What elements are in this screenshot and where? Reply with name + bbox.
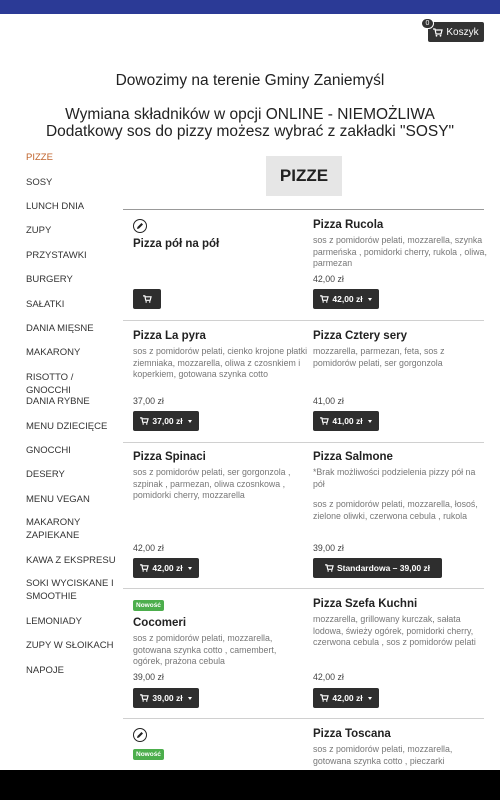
cart-icon bbox=[140, 417, 149, 425]
chevron-down-icon bbox=[368, 298, 372, 301]
cart-icon bbox=[325, 564, 334, 572]
product-description: mozzarella, grillowany kurczak, sałata lodowa, świeży ogórek, pomidorki cherry, czerwona cebula , sos z pomidorów pelati bbox=[313, 614, 476, 647]
divider bbox=[123, 320, 484, 321]
product-description: sos z pomidorów pelati, mozzarella, łosoś, zielone oliwki, czerwona cebula , rukola bbox=[313, 499, 478, 521]
divider bbox=[123, 442, 484, 443]
product-price: 42,00 zł bbox=[133, 543, 164, 553]
chevron-down-icon bbox=[188, 420, 192, 423]
product-name: Pizza Szefa Kuchni bbox=[313, 598, 418, 610]
product-card bbox=[133, 238, 308, 250]
sidebar-item-makarony-zapiekane[interactable]: MAKARONY ZAPIEKANE bbox=[26, 517, 81, 541]
product-card bbox=[313, 219, 488, 270]
ingredients-notice: Wymiana składników w opcji ONLINE - NIEMOŻLIWA bbox=[65, 106, 435, 123]
chevron-down-icon bbox=[188, 567, 192, 570]
sidebar-item-lemoniady[interactable]: LEMONIADY bbox=[26, 616, 82, 627]
product-card bbox=[133, 330, 308, 381]
sidebar-item-sosy[interactable]: SOSY bbox=[26, 177, 53, 188]
sidebar-item-makarony[interactable]: MAKARONY bbox=[26, 347, 81, 358]
add-to-cart-button[interactable] bbox=[313, 558, 442, 578]
product-price: 41,00 zł bbox=[313, 396, 344, 406]
sidebar-item-menu-vegan[interactable]: MENU VEGAN bbox=[26, 494, 90, 505]
product-price: 42,00 zł bbox=[313, 672, 344, 682]
cart-icon bbox=[320, 295, 329, 303]
product-name: Pizza Cztery sery bbox=[313, 330, 407, 342]
cart-icon bbox=[320, 417, 329, 425]
divider bbox=[123, 718, 484, 719]
product-description: mozzarella, parmezan, feta, sos z pomidorów pelati, ser gorgonzola bbox=[313, 346, 445, 368]
add-to-cart-button[interactable] bbox=[133, 411, 199, 431]
sidebar-item-zupy[interactable]: ZUPY bbox=[26, 225, 52, 236]
product-name: Pizza Spinaci bbox=[133, 451, 206, 463]
pencil-icon bbox=[133, 728, 147, 742]
product-name: Pizza La pyra bbox=[133, 330, 206, 342]
add-to-cart-button[interactable] bbox=[133, 289, 161, 309]
add-to-cart-label: 37,00 zł bbox=[152, 416, 183, 426]
add-to-cart-button[interactable] bbox=[313, 688, 379, 708]
product-card bbox=[313, 728, 488, 767]
cart-icon bbox=[143, 295, 152, 303]
sidebar-item-zupy-w-sloikach[interactable]: ZUPY W SŁOIKACH bbox=[26, 640, 114, 651]
product-description: sos z pomidorów pelati, mozzarella, szynka parmeńska , pomidorki cherry, rukola , oliwa, parmezan bbox=[313, 235, 487, 268]
product-name: Pizza pół na pół bbox=[133, 238, 220, 250]
product-card bbox=[313, 330, 488, 369]
section-title: PIZZE bbox=[266, 156, 342, 196]
divider bbox=[123, 588, 484, 589]
product-name: Pizza Rucola bbox=[313, 219, 384, 231]
divider bbox=[123, 209, 484, 210]
sidebar-item-dania-rybne[interactable]: DANIA RYBNE bbox=[26, 396, 90, 407]
add-to-cart-button[interactable] bbox=[133, 558, 199, 578]
sidebar-item-gnocchi[interactable]: GNOCCHI bbox=[26, 445, 71, 456]
sauce-notice: Dodatkowy sos do pizzy możesz wybrać z zakładki "SOSY" bbox=[45, 123, 455, 140]
product-price: 42,00 zł bbox=[313, 274, 344, 284]
cart-label: Koszyk bbox=[446, 26, 479, 38]
sidebar-item-desery[interactable]: DESERY bbox=[26, 469, 65, 480]
bottom-bar bbox=[0, 770, 500, 800]
product-description: sos z pomidorów pelati, mozzarella, gotowana szynka cotto , pieczarki bbox=[313, 744, 453, 766]
sidebar-item-kawa-z-ekspresu[interactable]: KAWA Z EKSPRESU bbox=[26, 555, 116, 566]
product-price: 39,00 zł bbox=[133, 672, 164, 682]
product-name: Pizza Toscana bbox=[313, 728, 391, 740]
sidebar-item-burgery[interactable]: BURGERY bbox=[26, 274, 73, 285]
pencil-icon bbox=[133, 219, 147, 233]
sidebar-item-risotto-gnocchi[interactable]: RISOTTO / GNOCCHI bbox=[26, 372, 74, 396]
product-price: 39,00 zł bbox=[313, 543, 344, 553]
product-description: sos z pomidorów pelati, ser gorgonzola , szpinak , parmezan, oliwa czosnkowa , pomidorki cherry, mozzarella bbox=[133, 467, 291, 500]
product-description: sos z pomidorów pelati, cienko krojone płatki ziemniaka, mozzarella, oliwa z czosnkiem i koperkiem, gotowana szynka cotto bbox=[133, 346, 308, 379]
cart-count-badge: 0 bbox=[421, 18, 434, 29]
sidebar-item-menu-dzieciece[interactable]: MENU DZIECIĘCE bbox=[26, 421, 108, 432]
sidebar-item-przystawki[interactable]: PRZYSTAWKI bbox=[26, 250, 87, 261]
product-name: Cocomeri bbox=[133, 617, 187, 629]
top-bar bbox=[0, 0, 500, 14]
cart-icon bbox=[320, 694, 329, 702]
new-badge: Nowość bbox=[133, 600, 164, 611]
chevron-down-icon bbox=[188, 697, 192, 700]
product-name: Pizza Salmone bbox=[313, 451, 393, 463]
cart-icon bbox=[140, 564, 149, 572]
new-badge: Nowość bbox=[133, 749, 164, 760]
cart-icon bbox=[140, 694, 149, 702]
sidebar-item-pizze[interactable]: PIZZE bbox=[26, 152, 53, 163]
sidebar-item-lunch-dnia[interactable]: LUNCH DNIA bbox=[26, 201, 85, 212]
chevron-down-icon bbox=[368, 420, 372, 423]
add-to-cart-label: 42,00 zł bbox=[332, 693, 363, 703]
cart-button[interactable] bbox=[428, 22, 484, 42]
chevron-down-icon bbox=[368, 697, 372, 700]
add-to-cart-button[interactable] bbox=[133, 688, 199, 708]
product-card bbox=[133, 451, 308, 502]
add-to-cart-label: 42,00 zł bbox=[332, 294, 363, 304]
product-note: *Brak możliwości podzielenia pizzy pół na pół bbox=[313, 467, 476, 489]
product-card bbox=[133, 617, 308, 668]
sidebar-item-soki-smoothie[interactable]: SOKI WYCISKANE I SMOOTHIE bbox=[26, 578, 114, 602]
delivery-notice: Dowozimy na terenie Gminy Zaniemyśl bbox=[115, 72, 385, 89]
product-price: 37,00 zł bbox=[133, 396, 164, 406]
add-to-cart-label: 39,00 zł bbox=[152, 693, 183, 703]
sidebar-item-salatki[interactable]: SAŁATKI bbox=[26, 299, 65, 310]
add-to-cart-label: Standardowa – 39,00 zł bbox=[336, 563, 431, 573]
sidebar-item-dania-miesne[interactable]: DANIA MIĘSNE bbox=[26, 323, 94, 334]
cart-icon bbox=[433, 28, 443, 37]
add-to-cart-label: 42,00 zł bbox=[152, 563, 183, 573]
sidebar-item-napoje[interactable]: NAPOJE bbox=[26, 665, 65, 676]
add-to-cart-label: 41,00 zł bbox=[332, 416, 363, 426]
product-card bbox=[313, 598, 488, 649]
add-to-cart-button[interactable] bbox=[313, 411, 379, 431]
product-card bbox=[313, 451, 488, 522]
product-description: sos z pomidorów pelati, mozzarella, gotowana szynka cotto , camembert, ogórek, prażona cebula bbox=[133, 633, 277, 666]
add-to-cart-button[interactable] bbox=[313, 289, 379, 309]
